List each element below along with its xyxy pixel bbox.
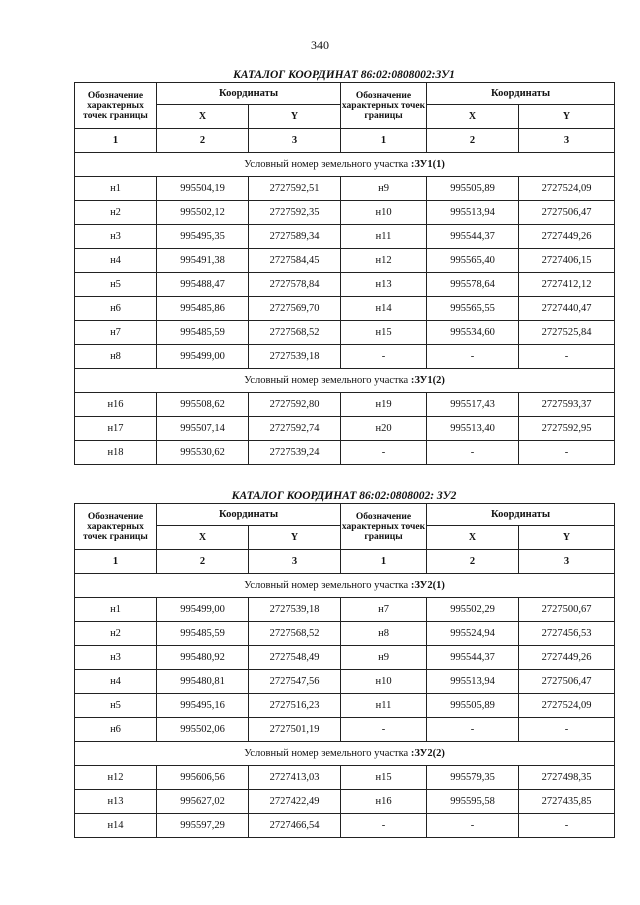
point-name: н2 <box>75 622 157 646</box>
x-coordinate: 995505,89 <box>427 177 519 201</box>
land-plot-section-row <box>75 153 615 177</box>
coordinate-table <box>74 503 615 838</box>
point-designation-header: Обозначение характерных точек границы <box>341 504 427 550</box>
y-coordinate: 2727412,12 <box>519 273 615 297</box>
table-row <box>75 225 615 249</box>
point-name: н2 <box>75 201 157 225</box>
column-number: 1 <box>75 550 157 574</box>
column-number: 2 <box>427 550 519 574</box>
y-coordinate: 2727593,37 <box>519 393 615 417</box>
land-plot-section-row <box>75 574 615 598</box>
x-coordinate: 995578,64 <box>427 273 519 297</box>
x-coordinate: 995513,94 <box>427 201 519 225</box>
y-coordinate: 2727435,85 <box>519 790 615 814</box>
y-coordinate: 2727592,51 <box>249 177 341 201</box>
y-coordinate: 2727524,09 <box>519 694 615 718</box>
point-name: н3 <box>75 225 157 249</box>
point-name: н7 <box>341 598 427 622</box>
y-coordinate: 2727569,70 <box>249 297 341 321</box>
y-coordinate: 2727498,35 <box>519 766 615 790</box>
catalog-title: КАТАЛОГ КООРДИНАТ 86:02:0808002:ЗУ1 <box>233 69 455 81</box>
y-coordinate: 2727466,54 <box>249 814 341 838</box>
x-coordinate: 995502,29 <box>427 598 519 622</box>
table-row <box>75 646 615 670</box>
x-coordinate: 995495,16 <box>157 694 249 718</box>
land-plot-id: :ЗУ1(2) <box>410 375 445 386</box>
column-number: 2 <box>427 129 519 153</box>
y-coordinate: 2727422,49 <box>249 790 341 814</box>
y-header: Y <box>249 526 341 550</box>
y-coordinate: 2727578,84 <box>249 273 341 297</box>
x-header: X <box>157 526 249 550</box>
point-designation-header: Обозначение характерных точек границы <box>75 83 157 129</box>
y-coordinate: 2727568,52 <box>249 321 341 345</box>
x-coordinate: 995534,60 <box>427 321 519 345</box>
point-name: н15 <box>341 321 427 345</box>
land-plot-label-prefix: Условный номер земельного участка <box>244 748 409 759</box>
point-name: н16 <box>75 393 157 417</box>
coordinate-table <box>74 82 615 465</box>
y-coordinate: 2727440,47 <box>519 297 615 321</box>
y-coordinate: 2727449,26 <box>519 225 615 249</box>
x-coordinate: 995530,62 <box>157 441 249 465</box>
y-coordinate: - <box>519 441 615 465</box>
land-plot-label <box>75 574 615 598</box>
land-plot-label-prefix: Условный номер земельного участка <box>244 580 409 591</box>
point-name: н8 <box>341 622 427 646</box>
point-name: н16 <box>341 790 427 814</box>
x-coordinate: 995499,00 <box>157 598 249 622</box>
point-name: н10 <box>341 670 427 694</box>
y-coordinate: 2727449,26 <box>519 646 615 670</box>
x-coordinate: 995502,06 <box>157 718 249 742</box>
coordinates-header: Координаты <box>427 504 615 526</box>
point-name: н14 <box>341 297 427 321</box>
point-name: н10 <box>341 201 427 225</box>
y-header: Y <box>519 105 615 129</box>
y-coordinate: 2727539,18 <box>249 598 341 622</box>
table-row <box>75 393 615 417</box>
table-row <box>75 622 615 646</box>
y-coordinate: 2727589,34 <box>249 225 341 249</box>
land-plot-id: :ЗУ1(1) <box>410 159 445 170</box>
point-name: н5 <box>75 273 157 297</box>
x-header: X <box>427 526 519 550</box>
x-coordinate: - <box>427 441 519 465</box>
y-coordinate: 2727539,18 <box>249 345 341 369</box>
coordinate-catalog <box>74 489 614 838</box>
y-coordinate: 2727539,24 <box>249 441 341 465</box>
y-coordinate: 2727524,09 <box>519 177 615 201</box>
y-coordinate: 2727584,45 <box>249 249 341 273</box>
y-coordinate: 2727592,80 <box>249 393 341 417</box>
point-name: н15 <box>341 766 427 790</box>
table-row <box>75 670 615 694</box>
y-coordinate: 2727568,52 <box>249 622 341 646</box>
page-number: 340 <box>311 38 329 52</box>
point-name: н7 <box>75 321 157 345</box>
y-coordinate: - <box>519 345 615 369</box>
point-name: н8 <box>75 345 157 369</box>
point-name: н9 <box>341 177 427 201</box>
column-number: 3 <box>519 550 615 574</box>
column-number: 1 <box>341 129 427 153</box>
point-name: н3 <box>75 646 157 670</box>
y-coordinate: 2727592,95 <box>519 417 615 441</box>
land-plot-id: :ЗУ2(1) <box>410 580 445 591</box>
x-coordinate: 995579,35 <box>427 766 519 790</box>
x-coordinate: 995513,40 <box>427 417 519 441</box>
point-name: н12 <box>341 249 427 273</box>
point-name: н12 <box>75 766 157 790</box>
x-coordinate: 995485,86 <box>157 297 249 321</box>
x-coordinate: 995565,40 <box>427 249 519 273</box>
table-row <box>75 249 615 273</box>
table-row <box>75 766 615 790</box>
coordinates-header: Координаты <box>157 83 341 105</box>
x-coordinate: 995597,29 <box>157 814 249 838</box>
point-name: н6 <box>75 297 157 321</box>
y-coordinate: 2727413,03 <box>249 766 341 790</box>
point-name: н20 <box>341 417 427 441</box>
point-name: - <box>341 814 427 838</box>
y-header: Y <box>249 105 341 129</box>
column-number: 3 <box>519 129 615 153</box>
column-number: 3 <box>249 129 341 153</box>
point-name: н18 <box>75 441 157 465</box>
land-plot-label <box>75 369 615 393</box>
point-name: н13 <box>75 790 157 814</box>
y-coordinate: 2727406,15 <box>519 249 615 273</box>
point-name: н9 <box>341 646 427 670</box>
point-name: н1 <box>75 598 157 622</box>
y-header: Y <box>519 526 615 550</box>
x-coordinate: 995513,94 <box>427 670 519 694</box>
y-coordinate: 2727456,53 <box>519 622 615 646</box>
column-number: 3 <box>249 550 341 574</box>
table-row <box>75 177 615 201</box>
x-coordinate: 995485,59 <box>157 622 249 646</box>
land-plot-label-prefix: Условный номер земельного участка <box>244 375 409 386</box>
x-coordinate: 995606,56 <box>157 766 249 790</box>
table-row <box>75 345 615 369</box>
x-coordinate: 995488,47 <box>157 273 249 297</box>
land-plot-label-prefix: Условный номер земельного участка <box>244 159 409 170</box>
y-coordinate: 2727592,35 <box>249 201 341 225</box>
y-coordinate: 2727525,84 <box>519 321 615 345</box>
x-coordinate: 995524,94 <box>427 622 519 646</box>
y-coordinate: - <box>519 718 615 742</box>
x-coordinate: 995627,02 <box>157 790 249 814</box>
x-coordinate: 995485,59 <box>157 321 249 345</box>
point-name: н4 <box>75 670 157 694</box>
coordinate-catalog <box>74 68 614 465</box>
point-name: н4 <box>75 249 157 273</box>
y-coordinate: 2727506,47 <box>519 670 615 694</box>
y-coordinate: 2727516,23 <box>249 694 341 718</box>
x-coordinate: 995495,35 <box>157 225 249 249</box>
table-row <box>75 790 615 814</box>
y-coordinate: 2727547,56 <box>249 670 341 694</box>
point-name: - <box>341 441 427 465</box>
x-coordinate: 995480,92 <box>157 646 249 670</box>
x-header: X <box>157 105 249 129</box>
x-header: X <box>427 105 519 129</box>
point-designation-header: Обозначение характерных точек границы <box>75 504 157 550</box>
x-coordinate: 995499,00 <box>157 345 249 369</box>
column-number: 2 <box>157 550 249 574</box>
table-row <box>75 321 615 345</box>
x-coordinate: 995502,12 <box>157 201 249 225</box>
y-coordinate: 2727548,49 <box>249 646 341 670</box>
land-plot-section-row <box>75 369 615 393</box>
land-plot-label <box>75 153 615 177</box>
table-row <box>75 718 615 742</box>
x-coordinate: 995507,14 <box>157 417 249 441</box>
y-coordinate: - <box>519 814 615 838</box>
x-coordinate: 995480,81 <box>157 670 249 694</box>
point-name: н14 <box>75 814 157 838</box>
x-coordinate: 995565,55 <box>427 297 519 321</box>
x-coordinate: 995505,89 <box>427 694 519 718</box>
point-name: н1 <box>75 177 157 201</box>
x-coordinate: - <box>427 345 519 369</box>
table-row <box>75 417 615 441</box>
y-coordinate: 2727506,47 <box>519 201 615 225</box>
x-coordinate: 995595,58 <box>427 790 519 814</box>
point-name: - <box>341 345 427 369</box>
y-coordinate: 2727592,74 <box>249 417 341 441</box>
point-name: н17 <box>75 417 157 441</box>
table-row <box>75 297 615 321</box>
point-name: н5 <box>75 694 157 718</box>
x-coordinate: 995504,19 <box>157 177 249 201</box>
y-coordinate: 2727500,67 <box>519 598 615 622</box>
column-number: 1 <box>341 550 427 574</box>
x-coordinate: 995544,37 <box>427 646 519 670</box>
x-coordinate: 995517,43 <box>427 393 519 417</box>
point-name: н13 <box>341 273 427 297</box>
x-coordinate: 995491,38 <box>157 249 249 273</box>
x-coordinate: 995508,62 <box>157 393 249 417</box>
x-coordinate: - <box>427 814 519 838</box>
land-plot-id: :ЗУ2(2) <box>410 748 445 759</box>
y-coordinate: 2727501,19 <box>249 718 341 742</box>
land-plot-section-row <box>75 742 615 766</box>
coordinates-header: Координаты <box>157 504 341 526</box>
point-designation-header: Обозначение характерных точек границы <box>341 83 427 129</box>
table-row <box>75 201 615 225</box>
table-row <box>75 598 615 622</box>
point-name: н19 <box>341 393 427 417</box>
point-name: н6 <box>75 718 157 742</box>
coordinates-header: Координаты <box>427 83 615 105</box>
catalog-title: КАТАЛОГ КООРДИНАТ 86:02:0808002: ЗУ2 <box>231 490 457 502</box>
point-name: н11 <box>341 694 427 718</box>
x-coordinate: 995544,37 <box>427 225 519 249</box>
x-coordinate: - <box>427 718 519 742</box>
column-number: 1 <box>75 129 157 153</box>
table-row <box>75 814 615 838</box>
point-name: - <box>341 718 427 742</box>
land-plot-label <box>75 742 615 766</box>
table-row <box>75 694 615 718</box>
column-number: 2 <box>157 129 249 153</box>
table-row <box>75 273 615 297</box>
point-name: н11 <box>341 225 427 249</box>
table-row <box>75 441 615 465</box>
